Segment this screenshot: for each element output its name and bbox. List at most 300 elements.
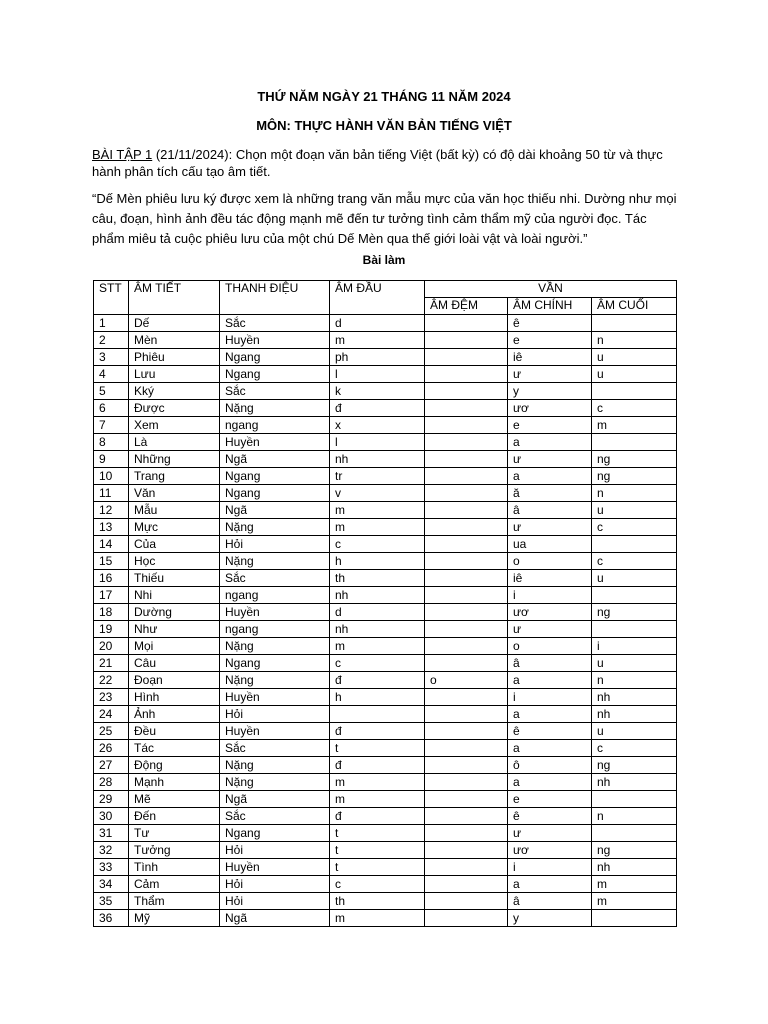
cell-thanh-dieu: Sắc bbox=[220, 383, 330, 400]
cell-am-tiet: Động bbox=[129, 757, 220, 774]
table-row bbox=[94, 519, 677, 536]
cell-am-dem bbox=[425, 808, 508, 825]
cell-am-tiet: Được bbox=[129, 400, 220, 417]
cell-thanh-dieu: Huyền bbox=[220, 434, 330, 451]
cell-am-cuoi bbox=[592, 315, 677, 332]
cell-am-cuoi bbox=[592, 383, 677, 400]
cell-am-dau: m bbox=[330, 502, 425, 519]
cell-stt: 28 bbox=[94, 774, 129, 791]
cell-thanh-dieu: ngang bbox=[220, 587, 330, 604]
cell-am-dem: o bbox=[425, 672, 508, 689]
cell-am-chinh: i bbox=[508, 859, 592, 876]
cell-stt: 19 bbox=[94, 621, 129, 638]
cell-am-tiet: Tác bbox=[129, 740, 220, 757]
cell-am-cuoi: u bbox=[592, 655, 677, 672]
cell-am-chinh: a bbox=[508, 740, 592, 757]
cell-thanh-dieu: Huyền bbox=[220, 859, 330, 876]
cell-am-dau: m bbox=[330, 910, 425, 927]
cell-thanh-dieu: Nặng bbox=[220, 553, 330, 570]
cell-stt: 8 bbox=[94, 434, 129, 451]
cell-am-dem bbox=[425, 638, 508, 655]
cell-thanh-dieu: Sắc bbox=[220, 570, 330, 587]
cell-am-tiet: Trang bbox=[129, 468, 220, 485]
header-thanh-dieu: THANH ĐIỆU bbox=[220, 281, 330, 315]
cell-am-tiet: Tưởng bbox=[129, 842, 220, 859]
cell-am-dau: m bbox=[330, 519, 425, 536]
cell-am-tiet: Thiếu bbox=[129, 570, 220, 587]
cell-am-cuoi: c bbox=[592, 553, 677, 570]
cell-am-chinh: e bbox=[508, 332, 592, 349]
cell-am-tiet: Mực bbox=[129, 519, 220, 536]
cell-thanh-dieu: Huyền bbox=[220, 723, 330, 740]
cell-am-dem bbox=[425, 468, 508, 485]
assignment-paragraph bbox=[92, 146, 682, 180]
table-row bbox=[94, 502, 677, 519]
cell-am-cuoi: nh bbox=[592, 706, 677, 723]
cell-am-dem bbox=[425, 791, 508, 808]
cell-am-cuoi: u bbox=[592, 366, 677, 383]
cell-stt: 17 bbox=[94, 587, 129, 604]
cell-am-dem bbox=[425, 332, 508, 349]
cell-am-dem bbox=[425, 366, 508, 383]
cell-am-chinh: ươ bbox=[508, 400, 592, 417]
table-row bbox=[94, 587, 677, 604]
cell-am-dem bbox=[425, 604, 508, 621]
table-row bbox=[94, 689, 677, 706]
table-row bbox=[94, 451, 677, 468]
table-row bbox=[94, 468, 677, 485]
cell-thanh-dieu: Sắc bbox=[220, 740, 330, 757]
table-row bbox=[94, 842, 677, 859]
cell-stt: 29 bbox=[94, 791, 129, 808]
cell-am-cuoi: n bbox=[592, 808, 677, 825]
cell-am-tiet: Những bbox=[129, 451, 220, 468]
cell-am-cuoi bbox=[592, 587, 677, 604]
cell-am-dau: đ bbox=[330, 672, 425, 689]
cell-am-cuoi: ng bbox=[592, 757, 677, 774]
cell-am-tiet: Văn bbox=[129, 485, 220, 502]
cell-stt: 18 bbox=[94, 604, 129, 621]
cell-am-dau: th bbox=[330, 570, 425, 587]
cell-am-dem bbox=[425, 859, 508, 876]
cell-am-cuoi: c bbox=[592, 740, 677, 757]
cell-stt: 6 bbox=[94, 400, 129, 417]
cell-am-chinh: e bbox=[508, 417, 592, 434]
cell-thanh-dieu: Hỏi bbox=[220, 536, 330, 553]
cell-am-dem bbox=[425, 451, 508, 468]
cell-am-dem bbox=[425, 655, 508, 672]
cell-am-tiet: Đến bbox=[129, 808, 220, 825]
cell-am-cuoi: i bbox=[592, 638, 677, 655]
cell-am-dem bbox=[425, 842, 508, 859]
cell-am-chinh: â bbox=[508, 502, 592, 519]
table-row bbox=[94, 553, 677, 570]
cell-am-dem bbox=[425, 485, 508, 502]
table-row bbox=[94, 859, 677, 876]
cell-thanh-dieu: Ngã bbox=[220, 451, 330, 468]
cell-am-tiet: Đoạn bbox=[129, 672, 220, 689]
cell-am-cuoi: ng bbox=[592, 451, 677, 468]
cell-am-dau: c bbox=[330, 876, 425, 893]
cell-stt: 27 bbox=[94, 757, 129, 774]
cell-am-chinh: â bbox=[508, 655, 592, 672]
table-row bbox=[94, 332, 677, 349]
table-row bbox=[94, 536, 677, 553]
cell-am-dau: l bbox=[330, 434, 425, 451]
table-row bbox=[94, 825, 677, 842]
cell-thanh-dieu: Ngã bbox=[220, 791, 330, 808]
table-row bbox=[94, 791, 677, 808]
table-row bbox=[94, 570, 677, 587]
cell-am-tiet: Nhi bbox=[129, 587, 220, 604]
table-row bbox=[94, 315, 677, 332]
cell-am-chinh: y bbox=[508, 910, 592, 927]
cell-am-chinh: ư bbox=[508, 519, 592, 536]
cell-stt: 36 bbox=[94, 910, 129, 927]
cell-thanh-dieu: Nặng bbox=[220, 672, 330, 689]
cell-stt: 26 bbox=[94, 740, 129, 757]
cell-am-cuoi: m bbox=[592, 876, 677, 893]
cell-stt: 34 bbox=[94, 876, 129, 893]
table-row bbox=[94, 740, 677, 757]
header-am-dem: ÂM ĐỆM bbox=[425, 298, 508, 315]
cell-am-chinh: ô bbox=[508, 757, 592, 774]
table-row bbox=[94, 400, 677, 417]
cell-am-tiet: Dế bbox=[129, 315, 220, 332]
cell-am-tiet: Lưu bbox=[129, 366, 220, 383]
cell-thanh-dieu: Nặng bbox=[220, 519, 330, 536]
cell-am-dem bbox=[425, 757, 508, 774]
cell-am-tiet: Như bbox=[129, 621, 220, 638]
cell-stt: 10 bbox=[94, 468, 129, 485]
cell-stt: 22 bbox=[94, 672, 129, 689]
cell-am-chinh: e bbox=[508, 791, 592, 808]
quoted-passage: “Dế Mèn phiêu lưu ký được xem là những trang văn mẫu mực của văn học thiếu nhi. Dường như mọi câu, đoạn, hình ảnh đều tác động mạnh mẽ đến tư tưởng tình cảm thẩm mỹ của người đọc. Tác phẩm miêu tả cuộc phiêu lưu của một chú Dế Mèn qua thế giới loài vật và loài người.” bbox=[92, 191, 677, 246]
cell-am-chinh: a bbox=[508, 434, 592, 451]
cell-am-dau: t bbox=[330, 842, 425, 859]
table-row bbox=[94, 706, 677, 723]
cell-stt: 24 bbox=[94, 706, 129, 723]
table-row bbox=[94, 383, 677, 400]
cell-stt: 7 bbox=[94, 417, 129, 434]
cell-am-dem bbox=[425, 417, 508, 434]
cell-am-cuoi bbox=[592, 536, 677, 553]
cell-am-cuoi: ng bbox=[592, 604, 677, 621]
cell-am-cuoi: m bbox=[592, 417, 677, 434]
cell-am-chinh: y bbox=[508, 383, 592, 400]
cell-am-tiet: Phiêu bbox=[129, 349, 220, 366]
cell-am-cuoi bbox=[592, 791, 677, 808]
cell-am-dau: c bbox=[330, 536, 425, 553]
table-row bbox=[94, 893, 677, 910]
cell-am-dem bbox=[425, 774, 508, 791]
cell-am-tiet: Dường bbox=[129, 604, 220, 621]
cell-stt: 30 bbox=[94, 808, 129, 825]
table-row bbox=[94, 910, 677, 927]
assignment-text: (21/11/2024): Chọn một đoạn văn bản tiếng Việt (bất kỳ) có độ dài khoảng 50 từ và thực hành phân tích cấu tạo âm tiết. bbox=[92, 147, 663, 179]
cell-thanh-dieu: Nặng bbox=[220, 757, 330, 774]
cell-thanh-dieu: Hỏi bbox=[220, 876, 330, 893]
table-row bbox=[94, 808, 677, 825]
cell-thanh-dieu: Ngang bbox=[220, 468, 330, 485]
cell-am-dem bbox=[425, 910, 508, 927]
header-am-cuoi: ÂM CUỐI bbox=[592, 298, 677, 315]
cell-stt: 1 bbox=[94, 315, 129, 332]
cell-stt: 35 bbox=[94, 893, 129, 910]
header-am-chinh: ÂM CHÍNH bbox=[508, 298, 592, 315]
cell-am-chinh: ă bbox=[508, 485, 592, 502]
cell-am-chinh: a bbox=[508, 706, 592, 723]
cell-thanh-dieu: Huyền bbox=[220, 604, 330, 621]
cell-thanh-dieu: Ngã bbox=[220, 502, 330, 519]
cell-am-dau: ph bbox=[330, 349, 425, 366]
cell-am-dem bbox=[425, 587, 508, 604]
cell-am-cuoi bbox=[592, 825, 677, 842]
cell-am-cuoi: u bbox=[592, 570, 677, 587]
cell-am-tiet: Ảnh bbox=[129, 706, 220, 723]
cell-am-tiet: Cảm bbox=[129, 876, 220, 893]
cell-am-tiet: Xem bbox=[129, 417, 220, 434]
cell-am-dem bbox=[425, 349, 508, 366]
table-row bbox=[94, 604, 677, 621]
header-van: VẦN bbox=[425, 281, 677, 298]
cell-am-chinh: a bbox=[508, 774, 592, 791]
cell-am-chinh: ư bbox=[508, 825, 592, 842]
cell-stt: 2 bbox=[94, 332, 129, 349]
cell-am-dem bbox=[425, 400, 508, 417]
cell-am-chinh: o bbox=[508, 638, 592, 655]
cell-am-dem bbox=[425, 502, 508, 519]
cell-thanh-dieu: Ngang bbox=[220, 825, 330, 842]
header-row bbox=[94, 281, 677, 298]
cell-am-dau: m bbox=[330, 774, 425, 791]
cell-am-chinh: â bbox=[508, 893, 592, 910]
cell-am-dau: m bbox=[330, 638, 425, 655]
cell-am-cuoi: n bbox=[592, 672, 677, 689]
cell-am-chinh: ê bbox=[508, 808, 592, 825]
cell-thanh-dieu: Ngã bbox=[220, 910, 330, 927]
cell-stt: 21 bbox=[94, 655, 129, 672]
cell-am-tiet: Hình bbox=[129, 689, 220, 706]
cell-stt: 20 bbox=[94, 638, 129, 655]
table-row bbox=[94, 434, 677, 451]
cell-am-dau: x bbox=[330, 417, 425, 434]
cell-am-tiet: Của bbox=[129, 536, 220, 553]
cell-am-dau: d bbox=[330, 604, 425, 621]
cell-stt: 25 bbox=[94, 723, 129, 740]
cell-am-chinh: ua bbox=[508, 536, 592, 553]
cell-thanh-dieu: Ngang bbox=[220, 485, 330, 502]
cell-stt: 32 bbox=[94, 842, 129, 859]
cell-stt: 13 bbox=[94, 519, 129, 536]
cell-am-dem bbox=[425, 740, 508, 757]
cell-am-dem bbox=[425, 434, 508, 451]
cell-am-tiet: Học bbox=[129, 553, 220, 570]
cell-am-cuoi: nh bbox=[592, 859, 677, 876]
table-row bbox=[94, 638, 677, 655]
cell-stt: 23 bbox=[94, 689, 129, 706]
table-row bbox=[94, 672, 677, 689]
cell-am-dau: m bbox=[330, 791, 425, 808]
cell-thanh-dieu: Hỏi bbox=[220, 893, 330, 910]
table-row bbox=[94, 417, 677, 434]
cell-am-chinh: a bbox=[508, 876, 592, 893]
cell-am-dau: th bbox=[330, 893, 425, 910]
cell-am-dem bbox=[425, 570, 508, 587]
cell-am-dau: h bbox=[330, 689, 425, 706]
cell-am-dau: t bbox=[330, 825, 425, 842]
table-row bbox=[94, 655, 677, 672]
cell-am-cuoi: u bbox=[592, 723, 677, 740]
cell-am-dau: c bbox=[330, 655, 425, 672]
cell-am-dau bbox=[330, 706, 425, 723]
cell-stt: 31 bbox=[94, 825, 129, 842]
cell-stt: 3 bbox=[94, 349, 129, 366]
cell-thanh-dieu: Ngang bbox=[220, 655, 330, 672]
cell-am-dem bbox=[425, 519, 508, 536]
cell-am-dau: k bbox=[330, 383, 425, 400]
cell-stt: 4 bbox=[94, 366, 129, 383]
cell-am-tiet: Kký bbox=[129, 383, 220, 400]
cell-am-dau: tr bbox=[330, 468, 425, 485]
cell-thanh-dieu: ngang bbox=[220, 621, 330, 638]
work-heading: Bài làm bbox=[362, 253, 406, 267]
cell-thanh-dieu: Nặng bbox=[220, 774, 330, 791]
cell-am-tiet: Câu bbox=[129, 655, 220, 672]
cell-thanh-dieu: Ngang bbox=[220, 349, 330, 366]
cell-am-dem bbox=[425, 315, 508, 332]
cell-am-dem bbox=[425, 825, 508, 842]
table-row bbox=[94, 723, 677, 740]
cell-thanh-dieu: Huyền bbox=[220, 332, 330, 349]
cell-am-dau: v bbox=[330, 485, 425, 502]
syllable-analysis-table bbox=[93, 280, 677, 927]
cell-stt: 9 bbox=[94, 451, 129, 468]
cell-stt: 16 bbox=[94, 570, 129, 587]
cell-thanh-dieu: Huyền bbox=[220, 689, 330, 706]
cell-thanh-dieu: Hỏi bbox=[220, 706, 330, 723]
cell-am-dau: m bbox=[330, 332, 425, 349]
cell-am-dem bbox=[425, 536, 508, 553]
cell-am-chinh: iê bbox=[508, 570, 592, 587]
cell-am-chinh: ê bbox=[508, 315, 592, 332]
cell-am-chinh: o bbox=[508, 553, 592, 570]
header-am-tiet: ÂM TIẾT bbox=[129, 281, 220, 315]
cell-am-chinh: a bbox=[508, 468, 592, 485]
cell-am-dau: nh bbox=[330, 451, 425, 468]
cell-am-cuoi: m bbox=[592, 893, 677, 910]
cell-am-dem bbox=[425, 553, 508, 570]
cell-am-dem bbox=[425, 689, 508, 706]
cell-am-cuoi: u bbox=[592, 349, 677, 366]
cell-am-cuoi: n bbox=[592, 485, 677, 502]
header-stt: STT bbox=[94, 281, 129, 315]
cell-am-tiet: Mạnh bbox=[129, 774, 220, 791]
cell-am-dau: t bbox=[330, 740, 425, 757]
cell-am-chinh: ê bbox=[508, 723, 592, 740]
cell-stt: 12 bbox=[94, 502, 129, 519]
cell-am-dem bbox=[425, 876, 508, 893]
cell-am-dem bbox=[425, 723, 508, 740]
cell-am-cuoi: nh bbox=[592, 689, 677, 706]
cell-am-dau: đ bbox=[330, 400, 425, 417]
cell-am-dau: d bbox=[330, 315, 425, 332]
cell-am-tiet: Mèn bbox=[129, 332, 220, 349]
cell-am-cuoi: nh bbox=[592, 774, 677, 791]
cell-am-dau: h bbox=[330, 553, 425, 570]
table-row bbox=[94, 757, 677, 774]
cell-stt: 14 bbox=[94, 536, 129, 553]
cell-am-tiet: Mỹ bbox=[129, 910, 220, 927]
cell-thanh-dieu: Ngang bbox=[220, 366, 330, 383]
cell-am-cuoi bbox=[592, 621, 677, 638]
cell-thanh-dieu: Sắc bbox=[220, 315, 330, 332]
table-row bbox=[94, 876, 677, 893]
cell-am-cuoi: n bbox=[592, 332, 677, 349]
cell-am-tiet: Là bbox=[129, 434, 220, 451]
table-row bbox=[94, 621, 677, 638]
cell-thanh-dieu: ngang bbox=[220, 417, 330, 434]
cell-am-tiet: Thẩm bbox=[129, 893, 220, 910]
subject-heading: MÔN: THỰC HÀNH VĂN BẢN TIẾNG VIỆT bbox=[256, 118, 512, 133]
cell-stt: 33 bbox=[94, 859, 129, 876]
cell-am-dem bbox=[425, 621, 508, 638]
cell-stt: 15 bbox=[94, 553, 129, 570]
cell-am-dau: l bbox=[330, 366, 425, 383]
cell-am-chinh: ươ bbox=[508, 604, 592, 621]
cell-thanh-dieu: Sắc bbox=[220, 808, 330, 825]
cell-am-cuoi bbox=[592, 434, 677, 451]
header-am-dau: ÂM ĐẦU bbox=[330, 281, 425, 315]
cell-am-cuoi: c bbox=[592, 519, 677, 536]
cell-am-chinh: i bbox=[508, 689, 592, 706]
cell-thanh-dieu: Nặng bbox=[220, 400, 330, 417]
cell-am-tiet: Mẫu bbox=[129, 502, 220, 519]
table-row bbox=[94, 485, 677, 502]
cell-am-dem bbox=[425, 893, 508, 910]
cell-am-cuoi: ng bbox=[592, 468, 677, 485]
date-heading: THỨ NĂM NGÀY 21 THÁNG 11 NĂM 2024 bbox=[257, 89, 511, 104]
table-row bbox=[94, 349, 677, 366]
cell-am-cuoi bbox=[592, 910, 677, 927]
cell-am-dau: nh bbox=[330, 621, 425, 638]
table-row bbox=[94, 366, 677, 383]
cell-am-cuoi: c bbox=[592, 400, 677, 417]
cell-am-cuoi: ng bbox=[592, 842, 677, 859]
cell-am-chinh: a bbox=[508, 672, 592, 689]
cell-am-dau: t bbox=[330, 859, 425, 876]
cell-am-tiet: Đều bbox=[129, 723, 220, 740]
cell-am-dau: đ bbox=[330, 808, 425, 825]
cell-am-dem bbox=[425, 706, 508, 723]
cell-am-tiet: Mẽ bbox=[129, 791, 220, 808]
table-row bbox=[94, 774, 677, 791]
cell-am-chinh: i bbox=[508, 587, 592, 604]
cell-am-chinh: ươ bbox=[508, 842, 592, 859]
cell-stt: 5 bbox=[94, 383, 129, 400]
cell-am-tiet: Mọi bbox=[129, 638, 220, 655]
cell-am-dau: đ bbox=[330, 723, 425, 740]
cell-thanh-dieu: Nặng bbox=[220, 638, 330, 655]
cell-am-chinh: iê bbox=[508, 349, 592, 366]
cell-am-dau: đ bbox=[330, 757, 425, 774]
cell-am-tiet: Tình bbox=[129, 859, 220, 876]
cell-am-chinh: ư bbox=[508, 366, 592, 383]
cell-am-dem bbox=[425, 383, 508, 400]
cell-am-chinh: ư bbox=[508, 451, 592, 468]
cell-am-cuoi: u bbox=[592, 502, 677, 519]
cell-am-tiet: Tư bbox=[129, 825, 220, 842]
